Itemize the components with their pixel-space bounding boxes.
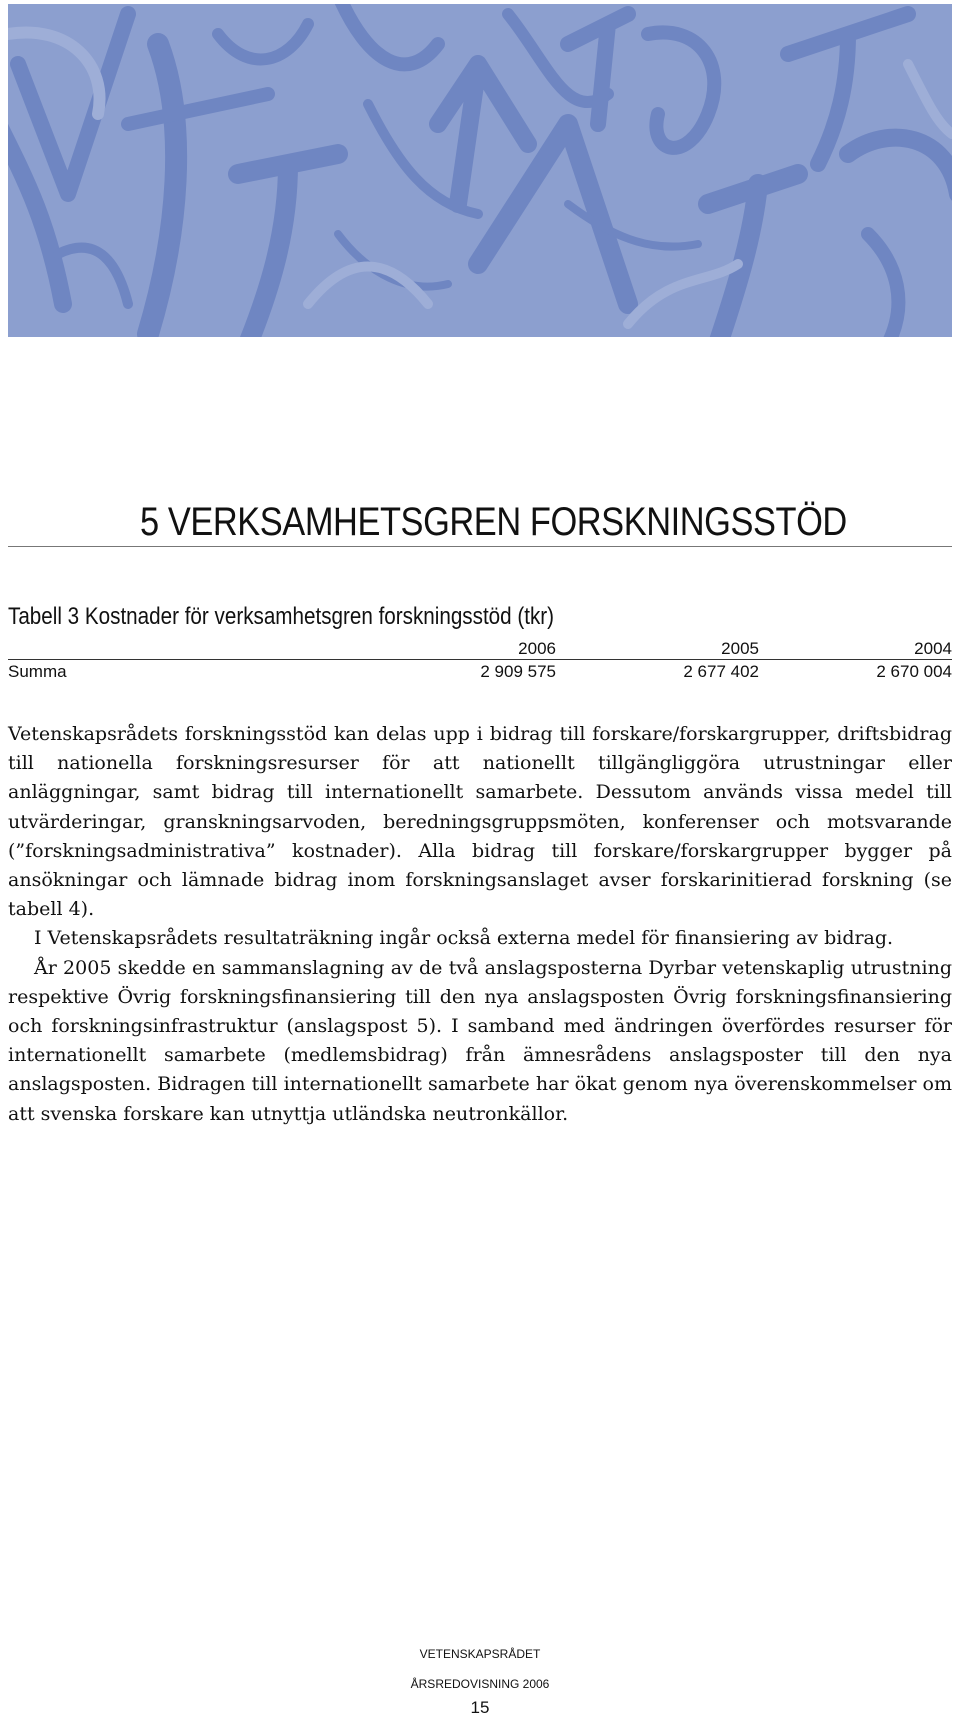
table-header-row [8,639,952,660]
table-caption: Tabell 3 Kostnader för verksamhetsgren forskningsstöd (tkr) [8,603,555,630]
column-header: 2005 [721,639,759,658]
decorative-calligraphy-banner [8,4,952,337]
column-header: 2006 [518,639,556,658]
cost-table [8,639,952,684]
paragraph: I Vetenskapsrådets resultaträkning ingår också externa medel för finansiering av bidrag. [34,927,894,950]
paragraph: Vetenskapsrådets forskningsstöd kan delas upp i bidrag till forskare/forskargrupper, driftsbidrag till nationella forskningsresurser för att nationellt tillgängliggöra utrustningar eller anläggningar, samt bidrag till internationellt samarbete. Dessutom används vissa medel till utvärderingar, granskningsarvoden, beredningsgruppsmöten, konferenser och motsvarande (”forskningsadministrativa” kostnader). Alla bidrag till forskare/forskargrupper bygger på ansökningar och lämnade bidrag inom forskningsanslaget avser forskarinitierad forskning (se tabell 4). [8,723,952,921]
section-heading: 5 VERKSAMHETSGREN FORSKNINGSSTÖD [140,500,847,544]
table-row [8,660,952,685]
footer-organization: VETENSKAPSRÅDET [419,1647,541,1661]
table-cell: 2 670 004 [876,662,952,681]
body-text [8,720,952,1129]
footer-report-title: ÅRSREDOVISNING 2006 [410,1677,550,1691]
row-label: Summa [8,662,67,681]
page-number: 15 [470,1698,490,1717]
header-empty-cell [8,639,328,660]
paragraph: År 2005 skedde en sammanslagning av de två anslagsposterna Dyrbar vetenskaplig utrustning respektive Övrig forskningsfinansiering till den nya anslagsposten Övrig forskningsfinansiering och forskningsinfrastruktur (anslagspost 5). I samband med ändringen överfördes resurser för internationellt samarbete (medlemsbidrag) från ämnesrådens anslagsposter till den nya anslagsposten. Bidragen till internationellt samarbete har ökat genom nya överenskommelser om att svenska forskare kan utnyttja utländska neutronkällor. [8,956,952,1125]
column-header: 2004 [914,639,952,658]
calligraphy-strokes [8,4,952,337]
table-cell: 2 677 402 [683,662,759,681]
table-cell: 2 909 575 [480,662,556,681]
heading-divider [8,546,952,547]
